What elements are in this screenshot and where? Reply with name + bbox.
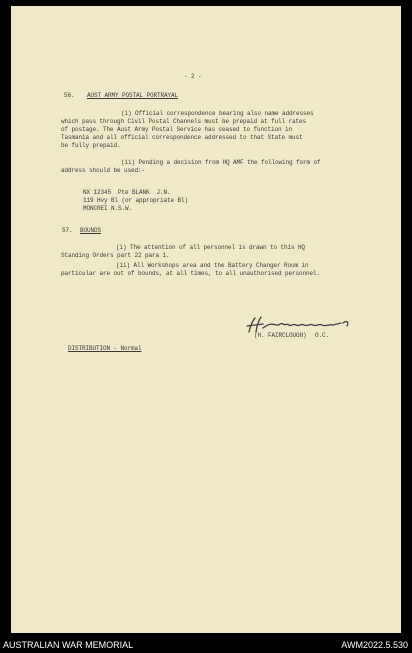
s57-para1-line2: Standing Orders part 22 para 1. — [61, 252, 170, 259]
s56-para1-line3: of postage. The Aust Army Postal Service has ceased to function in — [61, 126, 293, 133]
page-number: - 2 - — [184, 73, 202, 80]
address-line-1: NX 12345 Pte BLANK J.N. — [83, 189, 171, 196]
address-line-2: 119 Hvy Bl (or appropriate Bl) — [83, 197, 189, 204]
address-line-3: MONCREI N.S.W. — [83, 205, 133, 212]
section-57-number: 57. — [62, 227, 73, 234]
s56-para2-line1: (ii) Pending a decision from HQ AMF the following form of — [121, 159, 321, 166]
s57-para2-line1: (ii) All Workshops area and the Battery Changer Room in — [116, 262, 309, 269]
s57-para1-line1: (i) The attention of all personnel is drawn to this HQ — [116, 244, 306, 251]
section-56-number: 56. — [64, 92, 75, 99]
archive-reference: AWM2022.5.530 — [341, 640, 408, 650]
document-page — [11, 6, 401, 633]
section-56-heading: AUST ARMY POSTAL PORTRAYAL — [87, 92, 179, 99]
signatory-title: O.C. — [315, 332, 330, 339]
s56-para1-line4: Tasmania and all official correspondence addressed to that State must — [61, 134, 303, 141]
section-57-heading: BOUNDS — [80, 227, 102, 234]
distribution-line: DISTRIBUTION - Normal — [68, 345, 142, 352]
s56-para1-line5: be fully prepaid. — [61, 142, 121, 149]
archive-credit: AUSTRALIAN WAR MEMORIAL — [3, 640, 134, 650]
s56-para2-line2: address should be used:- — [61, 167, 146, 174]
s56-para1-line2: which pass through Civil Postal Channels must be prepaid at full rates — [61, 118, 307, 125]
s56-para1-line1: (i) Official correspondence bearing also name addresses — [121, 110, 314, 117]
signatory-name: (H. FAIRCLOUGH) — [254, 332, 307, 339]
s57-para2-line2: particular are out of bounds, at all times, to all unauthorised personnel. — [61, 270, 321, 277]
